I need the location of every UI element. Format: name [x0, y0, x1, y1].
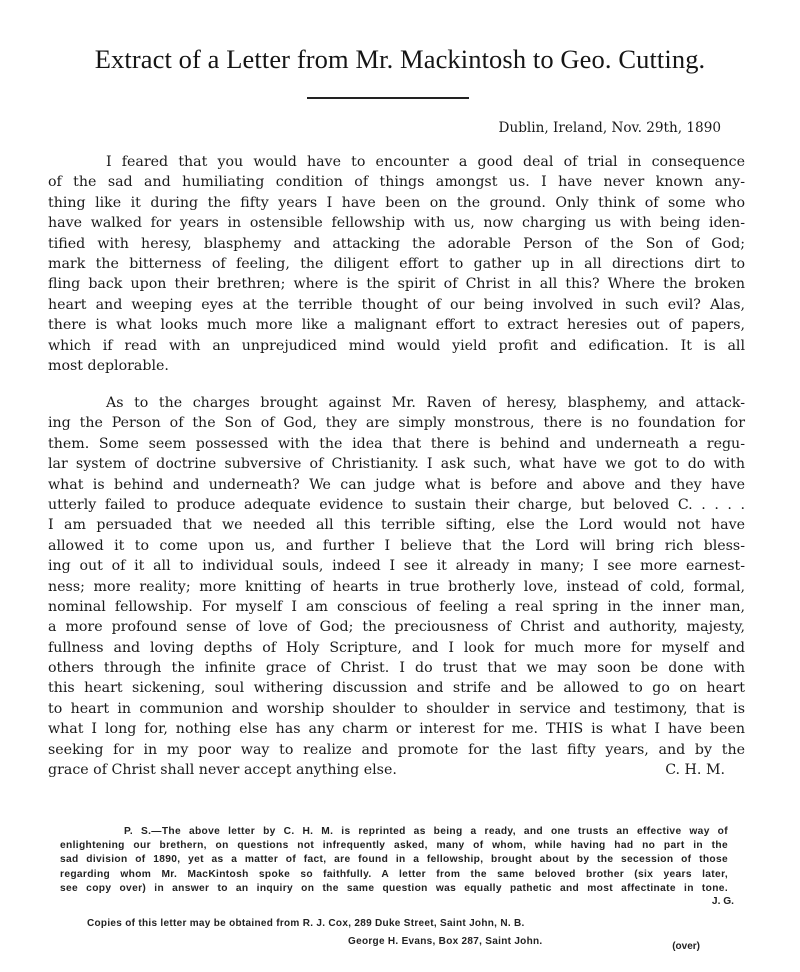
text-line: I am persuaded that we needed all this terrible sifting, else the Lord would not have: [48, 517, 745, 534]
text-line: nominal fellowship. For myself I am conscious of feeling a real spring in the inner man,: [48, 598, 745, 615]
text-line: heart and weeping eyes at the terrible thought of our being involved in such evil? Alas,: [48, 296, 745, 313]
text-line: ing out of it all to individual souls, indeed I see it already in many; I see more earnest-: [48, 558, 745, 575]
text-line: seeking for in my poor way to realize and promote for the last fifty years, and by the: [48, 741, 745, 758]
copies-line-2: George H. Evans, Box 287, Saint John.: [348, 936, 543, 947]
text-line: most deplorable.: [48, 357, 169, 374]
text-line: of the sad and humiliating condition of things amongst us. I have never known any-: [48, 174, 745, 191]
paragraph-2: [48, 393, 745, 780]
postscript: [60, 825, 728, 896]
text-line: which if read with an unprejudiced mind would yield profit and edification. It is all: [48, 337, 745, 354]
postscript-line: see copy over) in answer to an inquiry on the same question was equally pathetic and most affectinate in tone.: [60, 882, 728, 894]
text-line: what is behind and underneath? We can judge what is before and above and they have: [48, 476, 745, 493]
copies-line-1: Copies of this letter may be obtained from R. J. Cox, 289 Duke Street, Saint John, N. B.: [87, 918, 525, 929]
postscript-line: enlightening our brethern, on questions not infrequently asked, many of whom, while having had no part in the: [60, 840, 728, 852]
postscript-line: regarding whom Mr. MacKintosh spoke so faithfully. A letter from the same beloved brother (six years later,: [60, 868, 728, 880]
text-line: what I long for, nothing else has any charm or interest for me. THIS is what I have been: [48, 721, 745, 738]
postscript-initials: J. G.: [711, 896, 734, 907]
text-line: to heart in communion and worship shoulder to shoulder in service and testimony, that is: [48, 700, 745, 717]
text-line: there is what looks much more like a malignant effort to extract heresies out of papers,: [48, 317, 745, 334]
text-line: others through the infinite grace of Christ. I do trust that we may soon be done with: [48, 660, 745, 677]
text-line: have walked for years in ostensible fellowship with us, now charging us with being iden-: [48, 215, 745, 232]
title-divider: [307, 97, 469, 99]
text-line: them. Some seem possessed with the idea that there is behind and underneath a regu-: [48, 435, 745, 452]
text-line: fullness and loving depths of Holy Scripture, and I look for much more for myself and: [48, 639, 745, 656]
postscript-line: P. S.—The above letter by C. H. M. is reprinted as being a ready, and one trusts an effective way of: [124, 826, 728, 837]
postscript-line: sad division of 1890, yet as a matter of fact, are found in a fellowship, brought about by the secession of those: [60, 854, 728, 866]
text-line: allowed it to come upon us, and further I believe that the Lord will bring rich bless-: [48, 537, 745, 554]
text-line: ness; more reality; more knitting of hearts in true brotherly love, instead of cold, formal,: [48, 578, 745, 595]
text-line: fling back upon their brethren; where is the spirit of Christ in all this? Where the broken: [48, 276, 745, 293]
closing-row: [48, 760, 745, 780]
over-label: (over): [672, 941, 700, 952]
text-line: this heart sickening, soul withering discussion and strife and be allowed to go on heart: [48, 680, 745, 697]
page-title: Extract of a Letter from Mr. Mackintosh to Geo. Cutting.: [94, 44, 706, 74]
paragraph-1: [48, 152, 745, 376]
text-line: lar system of doctrine subversive of Christianity. I ask such, what have we got to do with: [48, 456, 745, 473]
text-line: a more profound sense of love of God; the preciousness of Christ and authority, majesty,: [48, 619, 745, 636]
signature: C. H. M.: [665, 762, 725, 779]
text-line: I feared that you would have to encounter a good deal of trial in consequence: [106, 154, 745, 170]
text-line: mark the bitterness of feeling, the diligent effort to gather up in all directions dirt to: [48, 255, 745, 272]
text-line: grace of Christ shall never accept anything else.: [48, 762, 397, 779]
text-line: ing the Person of the Son of God, they are simply monstrous, there is no foundation for: [48, 415, 745, 432]
text-line: tified with heresy, blasphemy and attacking the adorable Person of the Son of God;: [48, 235, 745, 252]
text-line: As to the charges brought against Mr. Raven of heresy, blasphemy, and attack-: [106, 395, 745, 411]
dateline: Dublin, Ireland, Nov. 29th, 1890: [498, 120, 721, 136]
text-line: thing like it during the fifty years I have been on the ground. Only think of some who: [48, 194, 745, 211]
text-line: utterly failed to produce adequate evidence to sustain their charge, but beloved C. . . . .: [48, 496, 745, 513]
